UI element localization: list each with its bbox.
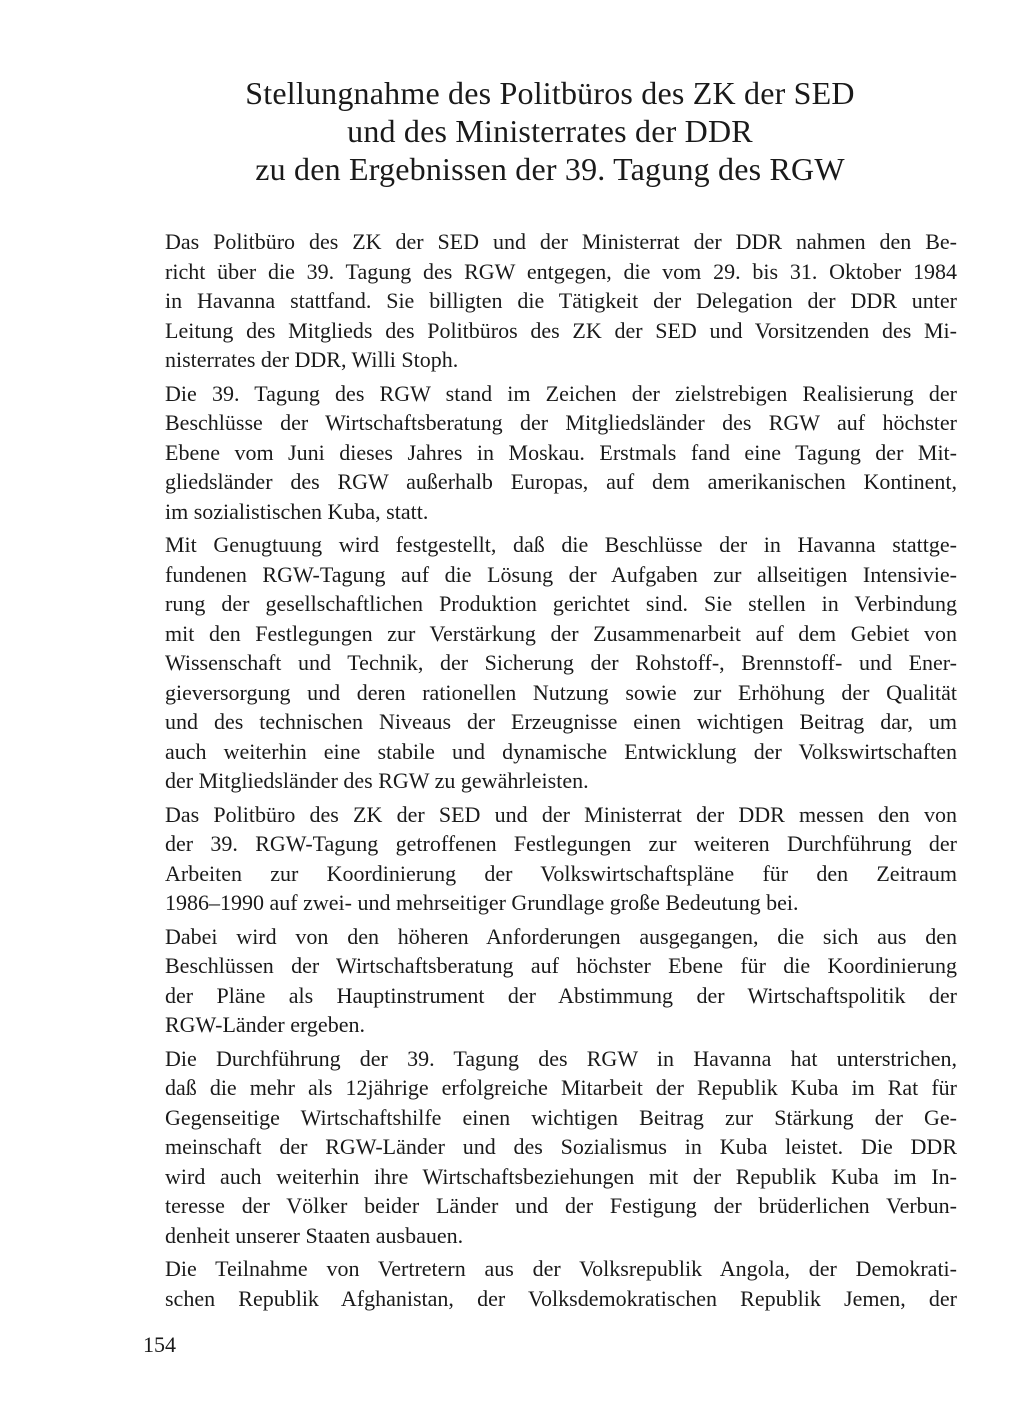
text-line: mit den Festlegungen zur Verstärkung der Zusammenarbeit auf dem Gebiet von [165, 620, 957, 646]
text-line: daß die mehr als 12jährige erfolgreiche Mitarbeit der Republik Kuba im Rat für [165, 1075, 957, 1100]
text-line: Leitung des Mitglieds des Politbüros des ZK der SED und Vorsitzenden des Mi- [165, 317, 957, 343]
text-line: und des technischen Niveaus der Erzeugnisse einen wichtigen Beitrag dar, um [165, 709, 957, 734]
text-line: Arbeiten zur Koordinierung der Volkswirtschaftspläne für den Zeitraum [165, 860, 957, 886]
paragraph [165, 530, 957, 796]
text-line: Mit Genugtuung wird festgestellt, daß die Beschlüsse der in Havanna stattge- [165, 532, 957, 557]
text-line: rung der gesellschaftlichen Produktion gerichtet sind. Sie stellen in Verbindung [165, 591, 957, 616]
text-line: Ebene vom Juni dieses Jahres in Moskau. Erstmals fand eine Tagung der Mit- [165, 439, 957, 465]
text-line: Dabei wird von den höheren Anforderungen ausgegangen, die sich aus den [165, 923, 957, 949]
text-line: Beschlüssen der Wirtschaftsberatung auf höchster Ebene für die Koordinierung [165, 953, 957, 978]
text-line: fundenen RGW-Tagung auf die Lösung der Aufgaben zur allseitigen Intensivie- [165, 561, 957, 587]
title-line: und des Ministerrates der DDR [347, 113, 753, 149]
paragraph [165, 1254, 957, 1313]
text-line: der Mitgliedsländer des RGW zu gewährleisten. [165, 768, 589, 793]
text-line: der 39. RGW-Tagung getroffenen Festlegungen zur weiteren Durchführung der [165, 831, 957, 856]
text-line: schen Republik Afghanistan, der Volksdemokratischen Republik Jemen, der [165, 1285, 957, 1311]
text-line: Beschlüsse der Wirtschaftsberatung der Mitgliedsländer des RGW auf höchster [165, 410, 957, 435]
paragraph [165, 1044, 957, 1251]
page-number: 154 [143, 1332, 176, 1357]
text-line: meinschaft der RGW-Länder und des Sozialismus in Kuba leistet. Die DDR [165, 1134, 957, 1159]
text-line: denheit unserer Staaten ausbauen. [165, 1222, 464, 1248]
text-line: auch weiterhin eine stabile und dynamische Entwicklung der Volkswirtschaften [165, 738, 957, 764]
text-line: in Havanna stattfand. Sie billigten die Tätigkeit der Delegation der DDR unter [165, 288, 957, 313]
text-line: Das Politbüro des ZK der SED und der Ministerrat der DDR nahmen den Be- [165, 229, 957, 254]
title-line: zu den Ergebnissen der 39. Tagung des RGW [255, 151, 845, 187]
text-line: Die Durchführung der 39. Tagung des RGW in Havanna hat unterstrichen, [165, 1045, 957, 1071]
document-title [150, 74, 950, 188]
title-line: Stellungnahme des Politbüros des ZK der SED [245, 75, 855, 111]
paragraph [165, 800, 957, 918]
text-line: nisterrates der DDR, Willi Stoph. [165, 347, 459, 372]
text-line: Wissenschaft und Technik, der Sicherung der Rohstoff-, Brennstoff- und Ener- [165, 650, 957, 675]
text-line: Die Teilnahme von Vertretern aus der Volksrepublik Angola, der Demokrati- [165, 1256, 957, 1281]
text-line: im sozialistischen Kuba, statt. [165, 498, 429, 524]
text-line: RGW-Länder ergeben. [165, 1012, 365, 1037]
text-line: richt über die 39. Tagung des RGW entgegen, die vom 29. bis 31. Oktober 1984 [165, 258, 957, 284]
paragraph [165, 922, 957, 1040]
text-line: Die 39. Tagung des RGW stand im Zeichen der zielstrebigen Realisierung der [165, 380, 957, 406]
text-line: teresse der Völker beider Länder und der Festigung der brüderlichen Verbun- [165, 1193, 957, 1218]
text-line: gliedsländer des RGW außerhalb Europas, auf dem amerikanischen Kontinent, [165, 469, 957, 494]
paragraph [165, 227, 957, 375]
paragraph [165, 379, 957, 527]
body-text [165, 227, 957, 1317]
text-line: 1986–1990 auf zwei- und mehrseitiger Grundlage große Bedeutung bei. [165, 890, 799, 915]
text-line: der Pläne als Hauptinstrument der Abstimmung der Wirtschaftspolitik der [165, 982, 957, 1008]
text-line: gieversorgung und deren rationellen Nutzung sowie zur Erhöhung der Qualität [165, 679, 957, 705]
text-line: Das Politbüro des ZK der SED und der Ministerrat der DDR messen den von [165, 801, 957, 827]
text-line: Gegenseitige Wirtschaftshilfe einen wichtigen Beitrag zur Stärkung der Ge- [165, 1104, 957, 1130]
text-line: wird auch weiterhin ihre Wirtschaftsbeziehungen mit der Republik Kuba im In- [165, 1163, 957, 1189]
